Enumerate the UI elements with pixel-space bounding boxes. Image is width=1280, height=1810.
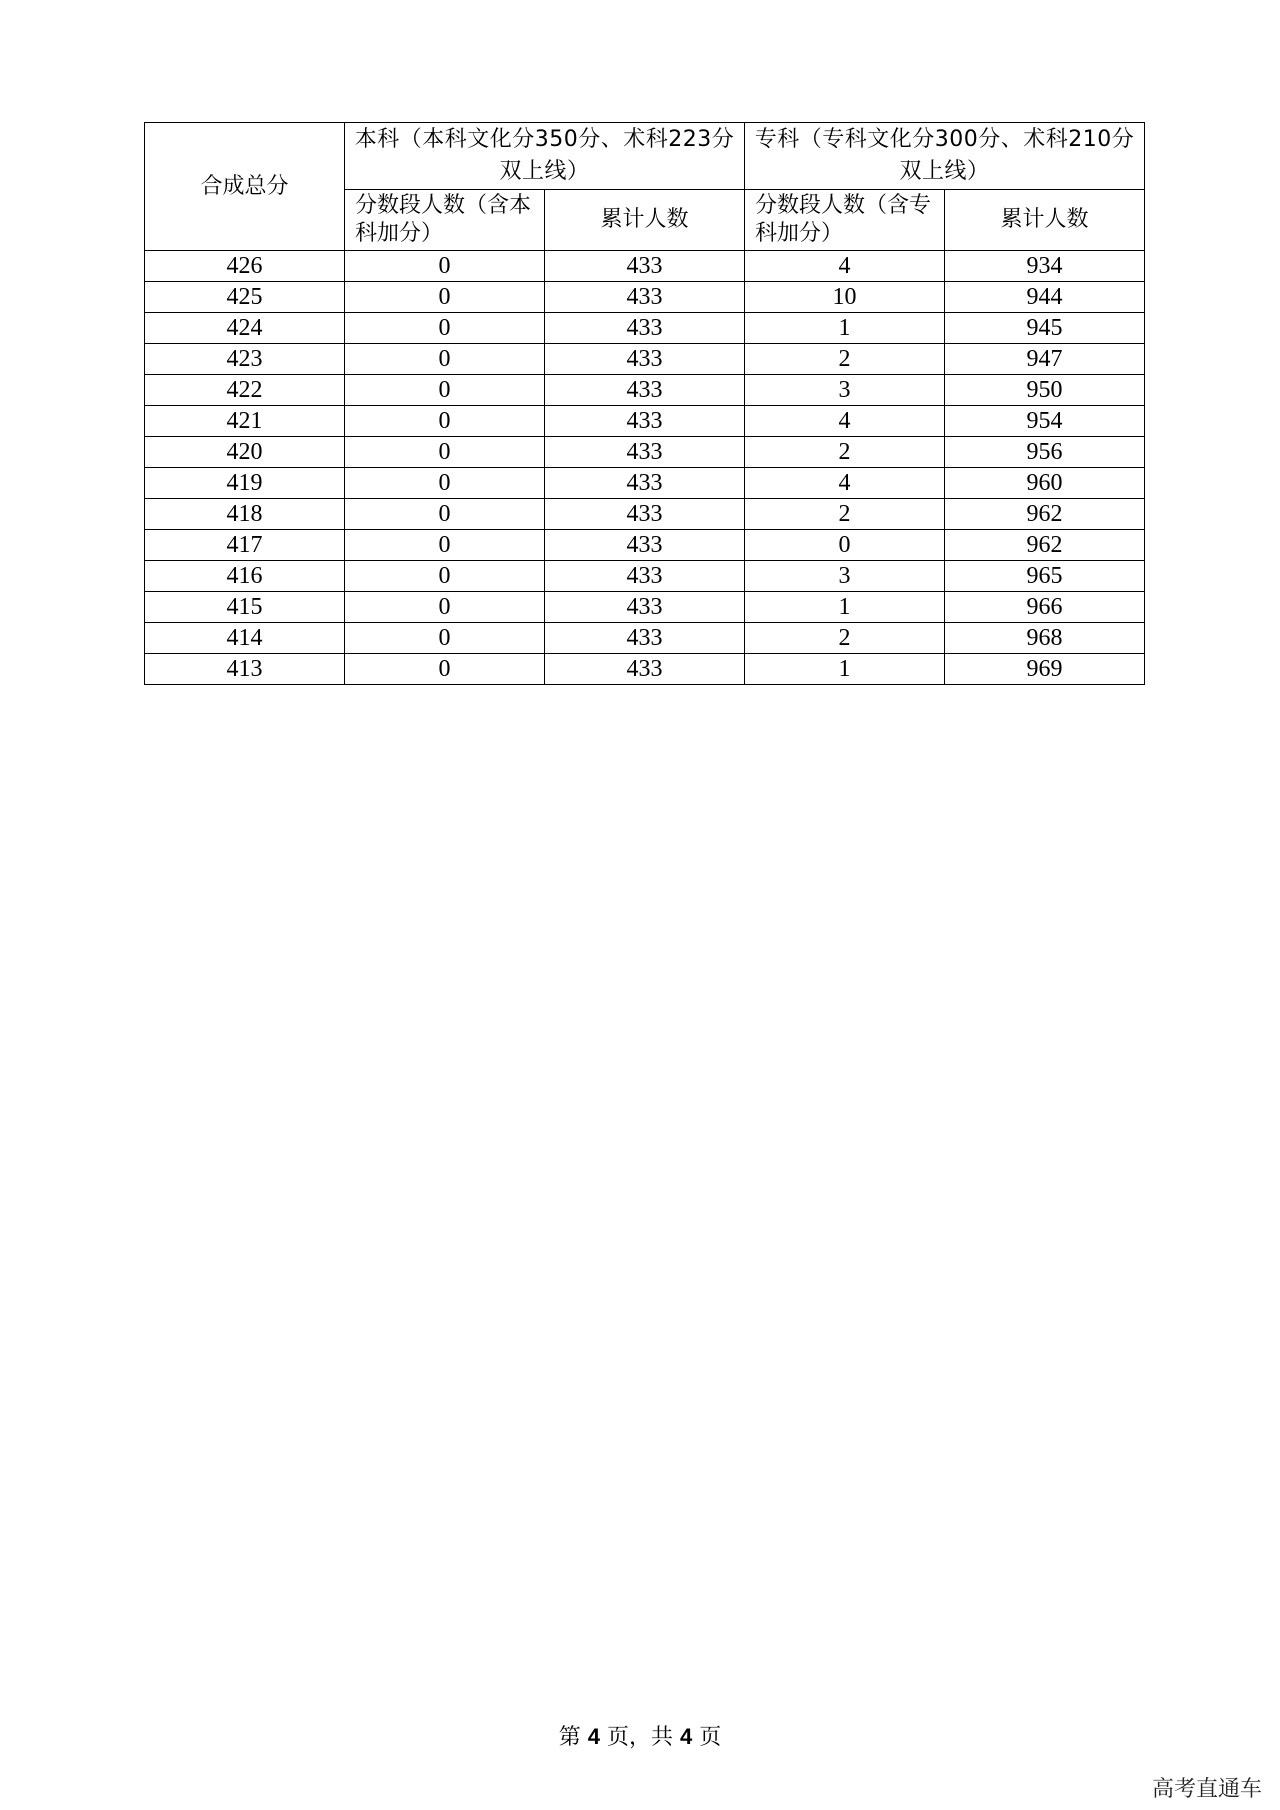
total-score-cell: 421 [145, 406, 345, 437]
table-row [145, 375, 1145, 406]
undergraduate-segment-count-cell: 0 [345, 406, 545, 437]
undergraduate-segment-count-cell: 0 [345, 623, 545, 654]
undergraduate-cumulative-cell: 433 [545, 406, 745, 437]
table-row [145, 499, 1145, 530]
total-score-cell: 419 [145, 468, 345, 499]
table-row [145, 344, 1145, 375]
total-score-cell: 424 [145, 313, 345, 344]
junior-college-cumulative-header: 累计人数 [945, 190, 1145, 251]
undergraduate-segment-count-cell: 0 [345, 344, 545, 375]
undergraduate-cumulative-cell: 433 [545, 499, 745, 530]
junior-college-cumulative-cell: 945 [945, 313, 1145, 344]
table-body [145, 251, 1145, 685]
undergraduate-segment-count-cell: 0 [345, 468, 545, 499]
undergraduate-cumulative-header: 累计人数 [545, 190, 745, 251]
undergraduate-cumulative-cell: 433 [545, 251, 745, 282]
undergraduate-cumulative-cell: 433 [545, 375, 745, 406]
undergraduate-cumulative-cell: 433 [545, 654, 745, 685]
undergraduate-cumulative-cell: 433 [545, 344, 745, 375]
table-row [145, 313, 1145, 344]
junior-college-cumulative-cell: 966 [945, 592, 1145, 623]
undergraduate-segment-count-header: 分数段人数（含本科加分） [345, 190, 545, 251]
junior-college-cumulative-cell: 954 [945, 406, 1145, 437]
total-score-cell: 422 [145, 375, 345, 406]
undergraduate-segment-count-cell: 0 [345, 530, 545, 561]
table-row [145, 406, 1145, 437]
footer-middle: 页，共 [600, 1725, 680, 1750]
junior-college-segment-count-cell: 4 [745, 468, 945, 499]
total-score-cell: 423 [145, 344, 345, 375]
junior-college-segment-count-cell: 2 [745, 344, 945, 375]
total-score-cell: 413 [145, 654, 345, 685]
junior-college-segment-count-cell: 2 [745, 623, 945, 654]
junior-college-segment-count-cell: 0 [745, 530, 945, 561]
total-score-cell: 418 [145, 499, 345, 530]
total-score-cell: 425 [145, 282, 345, 313]
junior-college-cumulative-cell: 960 [945, 468, 1145, 499]
table-row [145, 468, 1145, 499]
total-page-number: 4 [680, 1724, 693, 1749]
undergraduate-segment-count-cell: 0 [345, 592, 545, 623]
watermark-text: 高考直通车 [1151, 1777, 1262, 1802]
junior-college-cumulative-cell: 934 [945, 251, 1145, 282]
junior-college-segment-count-cell: 1 [745, 313, 945, 344]
table-row [145, 282, 1145, 313]
undergraduate-cumulative-cell: 433 [545, 530, 745, 561]
undergraduate-segment-count-cell: 0 [345, 375, 545, 406]
footer-suffix: 页 [692, 1725, 722, 1750]
undergraduate-segment-count-cell: 0 [345, 437, 545, 468]
undergraduate-cumulative-cell: 433 [545, 468, 745, 499]
total-score-cell: 426 [145, 251, 345, 282]
undergraduate-cumulative-cell: 433 [545, 592, 745, 623]
junior-college-segment-count-cell: 4 [745, 406, 945, 437]
junior-college-segment-count-cell: 1 [745, 654, 945, 685]
undergraduate-group-header: 本科（本科文化分350分、术科223分双上线） [345, 123, 745, 190]
junior-college-cumulative-cell: 950 [945, 375, 1145, 406]
undergraduate-segment-count-cell: 0 [345, 251, 545, 282]
table-row [145, 654, 1145, 685]
total-score-cell: 415 [145, 592, 345, 623]
junior-college-segment-count-cell: 3 [745, 375, 945, 406]
junior-college-cumulative-cell: 965 [945, 561, 1145, 592]
junior-college-group-header: 专科（专科文化分300分、术科210分双上线） [745, 123, 1145, 190]
undergraduate-segment-count-cell: 0 [345, 499, 545, 530]
undergraduate-cumulative-cell: 433 [545, 313, 745, 344]
undergraduate-segment-count-cell: 0 [345, 313, 545, 344]
score-distribution-table [144, 122, 1145, 685]
junior-college-segment-count-cell: 1 [745, 592, 945, 623]
table-row [145, 623, 1145, 654]
junior-college-segment-count-cell: 10 [745, 282, 945, 313]
total-score-cell: 420 [145, 437, 345, 468]
total-score-header: 合成总分 [145, 123, 345, 251]
current-page-number: 4 [587, 1724, 600, 1749]
table-row [145, 530, 1145, 561]
junior-college-cumulative-cell: 968 [945, 623, 1145, 654]
junior-college-cumulative-cell: 962 [945, 530, 1145, 561]
undergraduate-segment-count-cell: 0 [345, 654, 545, 685]
junior-college-segment-count-cell: 2 [745, 437, 945, 468]
table-row [145, 592, 1145, 623]
undergraduate-segment-count-cell: 0 [345, 282, 545, 313]
page-footer [0, 1720, 1280, 1751]
undergraduate-cumulative-cell: 433 [545, 282, 745, 313]
junior-college-cumulative-cell: 956 [945, 437, 1145, 468]
total-score-cell: 414 [145, 623, 345, 654]
junior-college-segment-count-cell: 3 [745, 561, 945, 592]
footer-prefix: 第 [558, 1725, 588, 1750]
undergraduate-cumulative-cell: 433 [545, 561, 745, 592]
junior-college-cumulative-cell: 944 [945, 282, 1145, 313]
table-row [145, 437, 1145, 468]
junior-college-segment-count-cell: 2 [745, 499, 945, 530]
undergraduate-segment-count-cell: 0 [345, 561, 545, 592]
undergraduate-cumulative-cell: 433 [545, 437, 745, 468]
junior-college-segment-count-cell: 4 [745, 251, 945, 282]
junior-college-cumulative-cell: 947 [945, 344, 1145, 375]
table-row [145, 251, 1145, 282]
total-score-cell: 416 [145, 561, 345, 592]
total-score-cell: 417 [145, 530, 345, 561]
table-row [145, 561, 1145, 592]
junior-college-cumulative-cell: 969 [945, 654, 1145, 685]
junior-college-cumulative-cell: 962 [945, 499, 1145, 530]
undergraduate-cumulative-cell: 433 [545, 623, 745, 654]
junior-college-segment-count-header: 分数段人数（含专科加分） [745, 190, 945, 251]
